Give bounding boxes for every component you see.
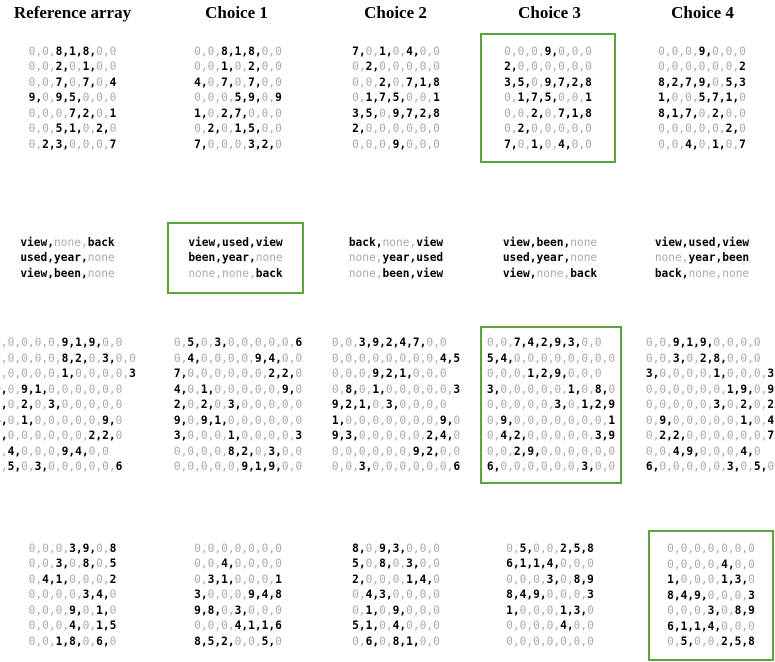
array-row: 1,0,2,7,0,0,0 — [194, 106, 282, 120]
header-choice-2: Choice 2 — [364, 3, 427, 22]
array-row: 0,0,2,0,1,0,0 — [28, 60, 117, 74]
array-row: 0,0,0,0,0,0,0 — [194, 541, 282, 555]
array-grid — [194, 541, 282, 650]
array-row: 0,0,0,0,8,2,0,3,0,0 — [173, 444, 303, 458]
panel-4-choice-2[interactable] — [316, 530, 476, 660]
array-row: back,none,none — [654, 266, 750, 280]
array-row: 0,0,0,0,0,3,0,1,2,9 — [486, 398, 616, 412]
array-row: ,0,2,0,3,0,0,0,0,0 — [0, 398, 123, 412]
array-row: 0,0,0,0,4,0,0 — [667, 557, 755, 571]
array-row: 0,6,0,8,1,0,0 — [352, 634, 440, 648]
array-row: 8,4,9,0,0,0,3 — [506, 588, 594, 602]
array-row: 0,2,0,0,0,0,0 — [504, 122, 592, 136]
array-row: 7,0,1,0,4,0,0 — [352, 44, 440, 58]
array-row: 6,1,1,4,0,0,0 — [506, 557, 594, 571]
array-row: 9,8,0,3,0,0,0 — [194, 603, 282, 617]
array-row: 0,0,9,1,9,0,0,0,0 — [645, 336, 761, 350]
array-row: 0,0,2,0,7,1,8 — [352, 75, 440, 89]
array-row: 0,5,0,0,2,5,8 — [506, 541, 594, 555]
array-row: 0,0,3,0,0,0,0,0,0,6 — [331, 460, 461, 474]
array-row: 0,0,8,1,8,0,0 — [194, 44, 282, 58]
array-grid — [503, 235, 597, 282]
panel-1-choice-3[interactable] — [480, 33, 616, 163]
array-row: 0,0,0,0,0,9,1,9,0,0 — [173, 460, 303, 474]
array-grid — [174, 335, 302, 475]
panel-2-choice-1[interactable] — [167, 222, 304, 294]
array-row: 0,0,4,0,0,0,0 — [194, 557, 282, 571]
array-row: ,0,0,0,0,9,1,9,0,0 — [0, 336, 123, 350]
array-row: 9,0,9,1,0,0,0,0,0,0 — [173, 413, 303, 427]
array-row: 0,9,0,0,0,0,0,1,0,4 — [645, 413, 775, 427]
panel-4-reference-array — [0, 530, 160, 660]
array-row: 2,0,0,0,0,0,0 — [504, 60, 592, 74]
panel-3-choice-2[interactable] — [306, 326, 486, 484]
array-row: 3,0,0,0,0,1,0,0,0,3 — [645, 367, 775, 381]
array-row: 3,0,0,0,9,4,8 — [194, 588, 282, 602]
header-choice-3: Choice 3 — [518, 3, 581, 22]
array-row: 5,0,8,0,3,0,0 — [352, 557, 440, 571]
array-row: 8,1,7,0,2,0,0 — [658, 106, 746, 120]
array-row: view,used,view — [188, 235, 283, 249]
array-row: 0,0,0,3,9,0,8 — [28, 541, 117, 555]
array-row: 0,0,0,0,4,0,0 — [506, 619, 594, 633]
array-row: 0,1,7,5,0,0,1 — [352, 91, 440, 105]
array-row: 0,0,3,9,2,4,7,0,0 — [331, 336, 447, 350]
array-row: 1,0,0,0,1,3,0 — [667, 573, 755, 587]
array-row: view,used,view — [654, 235, 750, 249]
panel-4-choice-4[interactable] — [648, 530, 774, 661]
panel-3-choice-3[interactable] — [480, 326, 622, 484]
array-row: 3,5,0,9,7,2,8 — [504, 75, 592, 89]
array-row: none,none,back — [188, 266, 283, 280]
array-row: 0,8,0,1,0,0,0,0,0,3 — [331, 382, 461, 396]
array-row: 6,1,1,4,0,0,0 — [667, 619, 755, 633]
array-row: 0,4,2,0,0,0,0,0,3,9 — [486, 429, 616, 443]
panel-2-choice-3[interactable] — [470, 222, 630, 294]
array-row: 1,0,0,0,0,0,0,0,9,0 — [331, 413, 461, 427]
array-row: 6,0,0,0,0,0,3,0,5,0 — [645, 460, 775, 474]
array-row: 2,0,2,0,3,0,0,0,0,0 — [173, 398, 303, 412]
array-row: 5,1,0,4,0,0,0 — [352, 619, 440, 633]
array-row: 0,2,3,0,0,0,7 — [28, 137, 117, 151]
array-row: 0,0,0,0,0,0,0 — [667, 542, 755, 556]
header-choice-4: Choice 4 — [671, 3, 734, 22]
array-row: 9,0,9,5,0,0,0 — [28, 91, 117, 105]
array-row: 0,0,0,0,0,2,0 — [658, 122, 746, 136]
array-row: 1,0,0,0,1,3,0 — [506, 603, 594, 617]
array-row: none,year,been — [654, 251, 750, 265]
array-row: 0,0,5,1,0,2,0 — [28, 122, 117, 136]
array-row: none,been,view — [348, 266, 444, 280]
array-row: 0,4,1,0,0,0,2 — [28, 572, 117, 586]
array-grid — [667, 541, 755, 650]
panel-2-choice-4[interactable] — [622, 222, 775, 294]
array-grid — [646, 335, 774, 475]
array-row: 0,0,0,0,0,0,0,0,4,5 — [331, 351, 461, 365]
array-row: 0,2,2,0,0,0,0,0,0,7 — [645, 429, 775, 443]
array-grid — [506, 541, 594, 650]
array-row: 0,0,0,9,2,1,0,0,0 — [331, 367, 447, 381]
array-row: 0,0,0,4,1,1,6 — [194, 619, 282, 633]
array-row: ,0,9,1,0,0,0,0,0,0 — [0, 382, 123, 396]
array-row: view,none,back — [502, 266, 598, 280]
array-row: ,5,0,3,0,0,0,0,0,6 — [0, 460, 123, 474]
array-grid — [332, 335, 460, 475]
array-row: 0,0,0,0,0,0,9,2,0,0 — [331, 444, 461, 458]
array-row: 8,0,9,3,0,0,0 — [352, 541, 440, 555]
panel-2-choice-2[interactable] — [316, 222, 476, 294]
array-row: 0,0,0,0,0,0,1,9,0,9 — [645, 382, 775, 396]
panel-4-choice-3[interactable] — [470, 530, 630, 660]
panel-1-choice-1[interactable] — [158, 33, 318, 163]
array-row: 0,0,0,0,0,0,0 — [506, 634, 594, 648]
array-grid — [20, 235, 114, 282]
array-row: 0,0,0,0,0,0,2 — [658, 60, 746, 74]
panel-4-choice-1[interactable] — [158, 530, 318, 660]
array-row: 0,0,2,9,0,0,0,0,0,0 — [486, 444, 616, 458]
array-row: 1,0,0,5,7,1,0 — [658, 91, 746, 105]
array-grid — [188, 235, 282, 282]
array-row: 9,2,1,0,3,0,0,0,0 — [331, 398, 447, 412]
array-row: ,0,1,0,0,0,0,0,9,0 — [0, 413, 123, 427]
array-row: 0,2,0,0,0,0,0 — [352, 60, 440, 74]
array-row: 0,0,0,4,0,1,5 — [28, 619, 117, 633]
panel-3-reference-array — [0, 326, 160, 484]
array-row: 0,0,3,0,2,8,0,0,0 — [645, 351, 761, 365]
array-grid — [655, 235, 749, 282]
array-row: 7,0,1,0,4,0,0 — [504, 137, 592, 151]
panel-3-choice-4[interactable] — [620, 326, 775, 484]
array-grid — [504, 44, 592, 153]
array-row: 5,4,0,0,0,0,0,0,0,0 — [486, 351, 616, 365]
array-row: ,0,0,0,0,1,0,0,0,0,3 — [0, 367, 136, 381]
array-grid — [487, 335, 615, 475]
array-row: 0,5,0,0,2,5,8 — [667, 635, 755, 649]
array-row: 6,0,0,0,0,0,0,3,0,0 — [486, 460, 616, 474]
array-grid — [352, 541, 440, 650]
array-row: none,year,used — [348, 251, 444, 265]
array-row: 0,0,4,0,1,0,7 — [658, 137, 746, 151]
array-row: 0,5,0,3,0,0,0,0,0,6 — [173, 336, 303, 350]
array-row: 0,0,3,0,8,0,5 — [28, 557, 117, 571]
array-row: 2,0,0,0,0,0,0 — [352, 122, 440, 136]
array-grid — [0, 335, 136, 475]
array-row: 7,0,0,0,3,2,0 — [194, 137, 282, 151]
array-row: 0,0,0,3,0,8,9 — [506, 572, 594, 586]
array-row: used,year,none — [20, 251, 115, 265]
array-row: view,none,back — [20, 235, 115, 249]
array-row: 0,0,0,9,0,1,0 — [28, 603, 117, 617]
array-row: view,been,none — [502, 235, 598, 249]
array-row: 9,3,0,0,0,0,0,2,4,0 — [331, 429, 461, 443]
array-row: 0,0,0,7,2,0,1 — [28, 106, 117, 120]
array-row: 8,5,2,0,0,5,0 — [194, 634, 282, 648]
header-choice-1: Choice 1 — [205, 3, 268, 22]
array-row: 0,9,0,0,0,0,0,0,0,1 — [486, 413, 616, 427]
array-row: 0,3,1,0,0,0,1 — [194, 572, 282, 586]
panel-1-choice-2[interactable] — [316, 33, 476, 163]
array-row: ,0,0,0,0,0,0,2,2,0 — [0, 429, 123, 443]
array-row: 0,4,3,0,0,0,0 — [352, 588, 440, 602]
array-grid — [349, 235, 443, 282]
array-row: 3,0,0,0,0,0,1,0,8,0 — [486, 382, 616, 396]
array-row: 8,2,7,9,0,5,3 — [658, 75, 746, 89]
array-grid — [658, 44, 746, 153]
array-row: 3,5,0,9,7,2,8 — [352, 106, 440, 120]
array-grid — [352, 44, 440, 153]
panel-2-reference-array — [0, 222, 155, 294]
array-row: 8,4,9,0,0,0,3 — [667, 588, 755, 602]
array-row: 0,4,0,0,0,0,9,4,0,0 — [173, 351, 303, 365]
array-row: ,4,0,0,0,9,4,0,0 — [0, 444, 109, 458]
array-row: 0,0,1,0,2,0,0 — [194, 60, 282, 74]
array-row: 0,0,7,4,2,9,3,0,0 — [486, 336, 602, 350]
array-grid — [29, 44, 117, 153]
panel-1-reference-array — [0, 33, 160, 163]
array-row: 0,1,7,5,0,0,1 — [504, 91, 592, 105]
array-row: 0,0,0,1,2,9,0,0,0 — [486, 367, 602, 381]
array-row: 7,0,0,0,0,0,0,2,2,0 — [173, 367, 303, 381]
array-row: 0,0,0,9,0,0,0 — [352, 137, 440, 151]
array-grid — [194, 44, 282, 153]
array-row: 0,0,0,0,3,4,0 — [28, 588, 117, 602]
array-row: 0,0,1,8,0,6,0 — [28, 634, 117, 648]
array-row: 4,0,1,0,0,0,0,0,9,0 — [173, 382, 303, 396]
array-row: 0,0,7,0,7,0,4 — [28, 75, 117, 89]
array-row: 0,2,0,1,5,0,0 — [194, 122, 282, 136]
array-row: 0,0,0,5,9,0,9 — [194, 91, 282, 105]
array-row: back,none,view — [348, 235, 444, 249]
array-row: ,0,0,0,0,8,2,0,3,0,0 — [0, 351, 136, 365]
panel-3-choice-1[interactable] — [148, 326, 328, 484]
array-row: 0,0,0,0,0,3,0,2,0,2 — [645, 398, 775, 412]
array-row: 3,0,0,0,1,0,0,0,0,3 — [173, 429, 303, 443]
array-row: 4,0,7,0,7,0,0 — [194, 75, 282, 89]
array-row: 2,0,0,0,1,4,0 — [352, 572, 440, 586]
array-grid — [29, 541, 117, 650]
array-row: 0,0,0,9,0,0,0 — [658, 44, 746, 58]
array-row: 0,0,0,9,0,0,0 — [504, 44, 592, 58]
array-row: 0,1,0,9,0,0,0 — [352, 603, 440, 617]
panel-1-choice-4[interactable] — [622, 33, 775, 163]
array-row: 0,0,0,3,0,8,9 — [667, 604, 755, 618]
array-row: been,year,none — [188, 251, 283, 265]
array-row: 0,0,4,9,0,0,0,4,0 — [645, 444, 761, 458]
array-row: 0,0,8,1,8,0,0 — [28, 44, 117, 58]
array-row: 0,0,2,0,7,1,8 — [504, 106, 592, 120]
array-row: view,been,none — [20, 266, 115, 280]
array-row: used,year,none — [502, 251, 598, 265]
header-reference-array: Reference array — [13, 3, 132, 22]
